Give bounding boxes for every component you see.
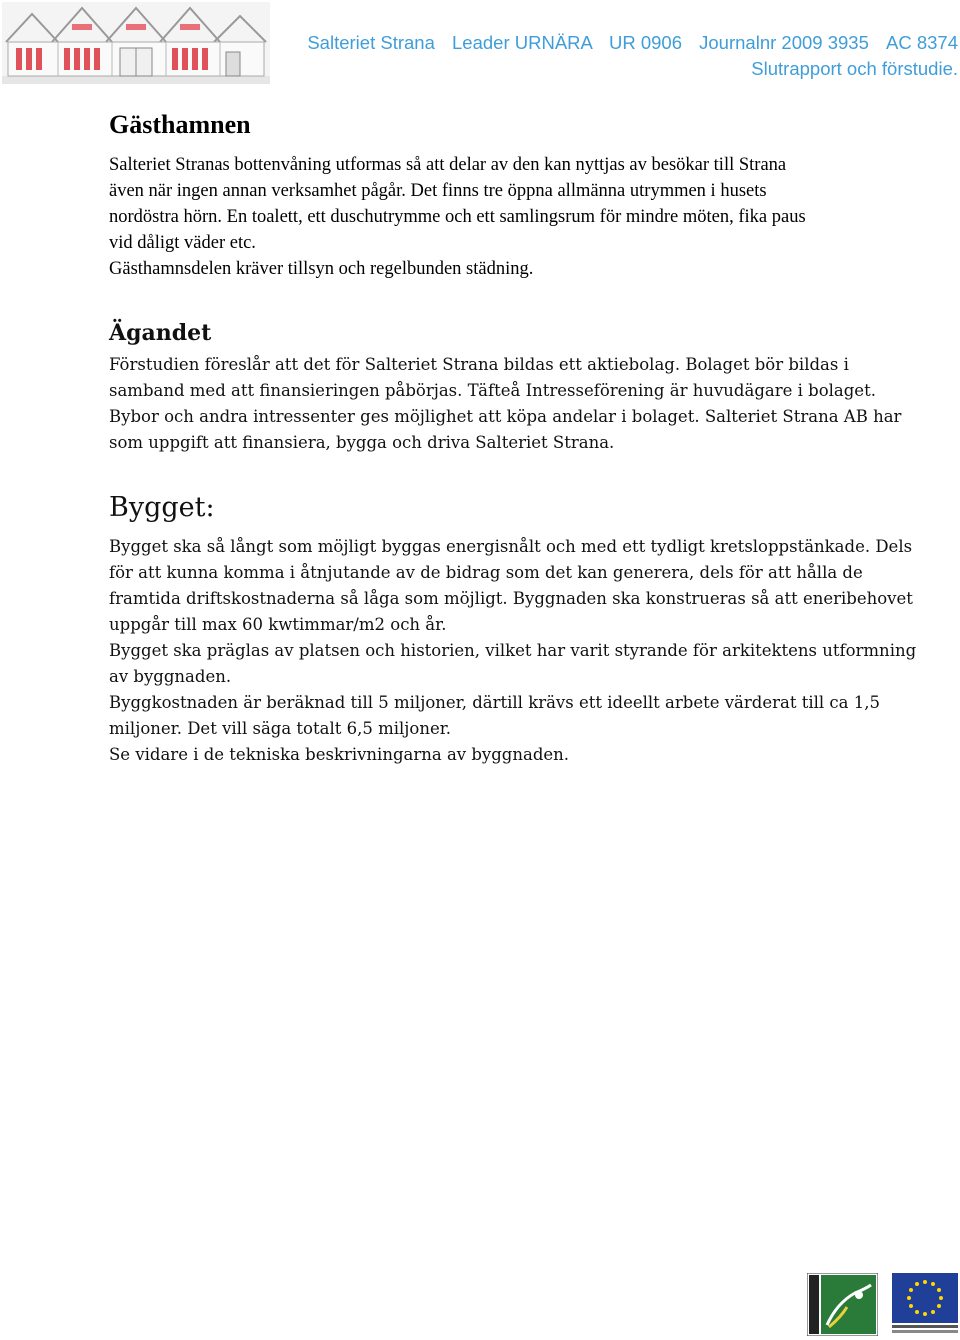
paragraph-line: Bygget ska präglas av platsen och historien, vilket har varit styrande för arkitektens utformning (109, 641, 917, 660)
paragraph-line: framtida driftskostnaderna så låga som möjligt. Byggnaden ska konstrueras så att eneribehovet (109, 589, 913, 608)
section-bygget (109, 490, 954, 768)
paragraph-line: nordöstra hörn. En toalett, ett duschutrymme och ett samlingsrum för mindre möten, fika paus (109, 207, 806, 227)
section-gasthamnen (109, 108, 954, 282)
paragraph-line: Bygget ska så långt som möjligt byggas energisnålt och med ett tydligt kretsloppstänkade. Dels (109, 537, 913, 556)
paragraph-line: som uppgift att finansiera, bygga och driva Salteriet Strana. (109, 433, 615, 452)
leader-logo-icon (807, 1273, 878, 1336)
header-subtitle: Slutrapport och förstudie. (751, 58, 958, 79)
header-ref: UR 0906 (608, 32, 682, 53)
paragraph-line: Gästhamnsdelen kräver tillsyn och regelbunden städning. (109, 259, 534, 279)
paragraph-line: uppgår till max 60 kwtimmar/m2 och år. (109, 615, 447, 634)
paragraph-line: för att kunna komma i åtnjutande av de bidrag som det kan generera, dels för att hålla de (109, 563, 863, 582)
paragraph-line: miljoner. Det vill säga totalt 6,5 miljoner. (109, 719, 452, 738)
header-journal: Journalnr 2009 3935 (699, 32, 869, 53)
eu-flag-icon (892, 1273, 958, 1336)
document-body (109, 104, 954, 768)
section-heading: Ägandet (109, 320, 212, 346)
header-project: Salteriet Strana (307, 32, 435, 53)
paragraph-line: Bybor och andra intressenter ges möjlighet att köpa andelar i bolaget. Salteriet Strana AB har (109, 407, 902, 426)
header-program: Leader URNÄRA (452, 32, 592, 53)
section-heading: Gästhamnen (109, 110, 251, 139)
building-sketch-icon (2, 2, 270, 84)
paragraph-line: Byggkostnaden är beräknad till 5 miljoner, därtill krävs ett ideellt arbete värderat till ca 1,5 (109, 693, 880, 712)
paragraph-line: av byggnaden. (109, 667, 232, 686)
page-header (307, 30, 958, 82)
header-ac: AC 8374 (886, 32, 958, 53)
header-line-1 (307, 30, 958, 56)
paragraph-line: Salteriet Stranas bottenvåning utformas så att delar av den kan nyttjas av besökar till Strana (109, 155, 787, 175)
paragraph-line: vid dåligt väder etc. (109, 233, 256, 253)
section-agandet (109, 318, 954, 456)
paragraph-line: samband med att finansieringen påbörjas. Täfteå Intresseförening är huvudägare i bolaget. (109, 381, 876, 400)
paragraph-line: Se vidare i de tekniska beskrivningarna av byggnaden. (109, 745, 570, 764)
paragraph-line: Förstudien föreslår att det för Salteriet Strana bildas ett aktiebolag. Bolaget bör bildas i (109, 355, 849, 374)
section-heading: Bygget: (109, 492, 215, 523)
paragraph-line: även när ingen annan verksamhet pågår. Det finns tre öppna allmänna utrymmen i husets (109, 181, 767, 201)
